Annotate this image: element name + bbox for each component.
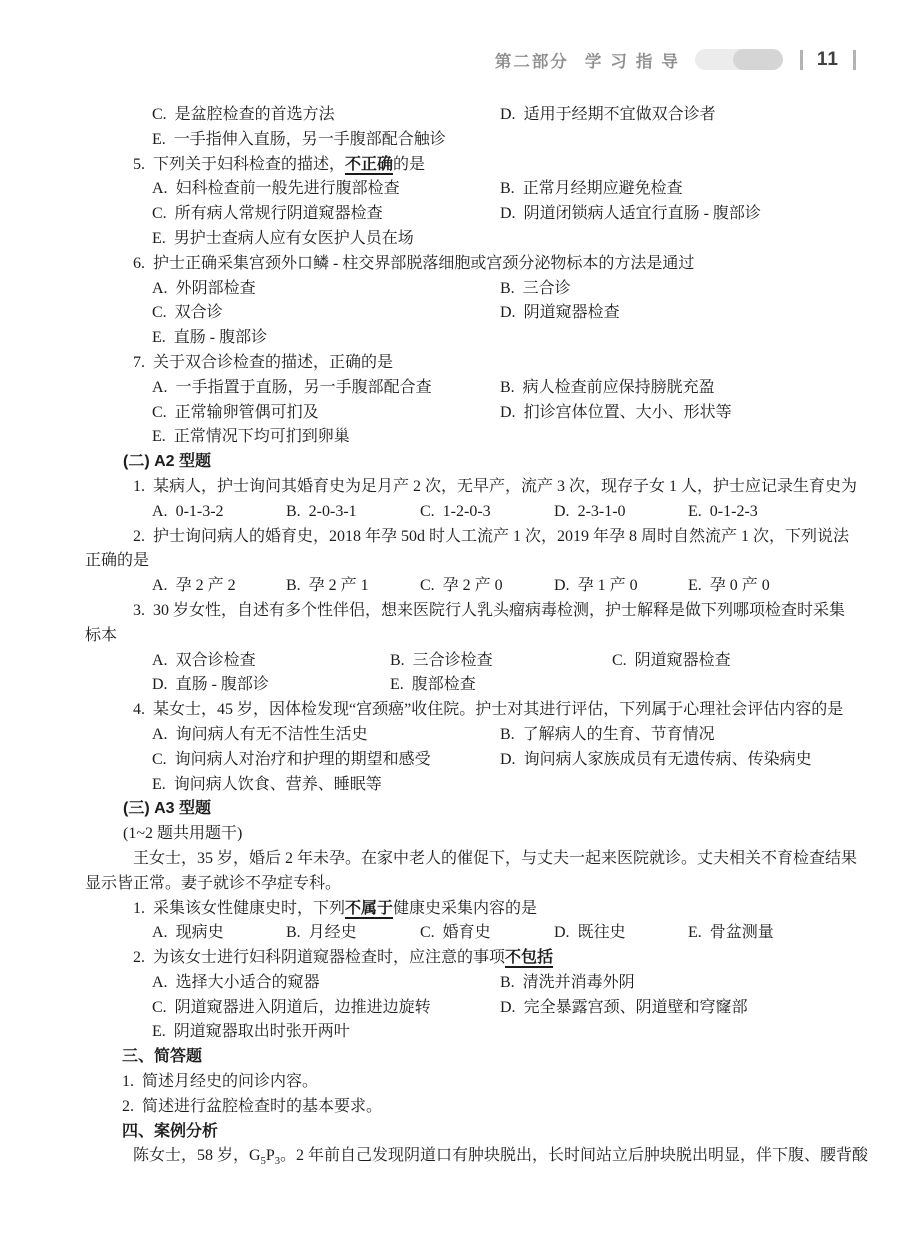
option-text: 询问病人家族成员有无遗传病、传染病史 (523, 750, 812, 768)
option-text: 孕 2 产 0 (442, 577, 503, 595)
a3-q2-option-e (85, 1020, 856, 1045)
a1-q6-options-row-ab (85, 277, 856, 302)
question-number: 1. (133, 899, 145, 917)
option-text: 1-2-0-3 (442, 502, 491, 520)
question-number: 3. (133, 601, 145, 619)
stem-text: 标本 (85, 626, 118, 644)
option-letter: C. (152, 304, 167, 322)
stem-text: 关于双合诊检查的描述，正确的是 (153, 353, 394, 371)
item-number: 2. (122, 1097, 134, 1115)
option-letter: C. (420, 502, 435, 520)
option-text: 所有病人常规行阴道窥器检查 (174, 205, 383, 223)
stem-emphasis: 不包括 (505, 949, 554, 967)
a1-q7-option-d (500, 401, 856, 426)
a1-q4-options-row-cd (85, 103, 856, 128)
case-text: P (265, 1147, 275, 1165)
a1-q6-option-c (152, 301, 500, 326)
a2-q2-stem-line2 (85, 549, 856, 574)
a2-q3-option-b (390, 649, 612, 674)
option-text: 2-0-3-1 (308, 502, 357, 520)
option-letter: E. (152, 775, 166, 793)
a1-q5-option-c (152, 202, 500, 227)
a3-q2-options-row-ab (85, 971, 856, 996)
option-letter: D. (500, 106, 516, 123)
option-letter: B. (286, 924, 301, 942)
section-a3-heading: (三) A3 型题 (123, 800, 212, 818)
option-letter: A. (152, 279, 168, 297)
a2-q2-option-c (420, 574, 554, 599)
option-text: 完全暴露宫颈、阴道壁和穹窿部 (523, 998, 748, 1016)
a1-q4-option-d (500, 103, 856, 128)
a2-q3-stem-line2 (85, 624, 856, 649)
section-short-answer-heading: 三、简答题 (122, 1048, 203, 1066)
option-letter: C. (152, 750, 167, 768)
option-text: 了解病人的生育、节育情况 (522, 725, 715, 743)
option-letter: E. (152, 1023, 166, 1041)
option-letter: C. (152, 106, 167, 123)
option-text: 正常输卵管偶可扪及 (174, 403, 319, 421)
option-letter: E. (688, 924, 702, 942)
option-text: 腹部检查 (411, 676, 476, 694)
a3-q2-option-a (152, 971, 500, 996)
short-answer-item-2 (85, 1095, 856, 1120)
option-text: 既往史 (577, 924, 626, 942)
stem-text: 健康史采集内容的是 (393, 899, 538, 917)
a2-q1-option-e (688, 500, 856, 525)
a1-q5-stem (85, 153, 856, 178)
a1-q7-options-row-cd (85, 401, 856, 426)
option-text: 孕 2 产 2 (175, 577, 236, 595)
a3-q2-option-b (500, 971, 856, 996)
header-chapter-title: 学习指导 (584, 52, 687, 71)
a3-q1-option-b (286, 921, 420, 946)
stem-text: 护士正确采集宫颈外口鳞 - 柱交界部脱落细胞或宫颈分泌物标本的方法是通过 (153, 254, 695, 272)
a2-q4-options-row-ab (85, 723, 856, 748)
a1-q5-option-e (85, 227, 856, 252)
option-text: 阴道闭锁病人适宜行直肠 - 腹部诊 (523, 205, 761, 223)
option-letter: D. (152, 676, 168, 694)
a2-q3-options-row-de (85, 673, 856, 698)
a2-q3-option-d (152, 673, 390, 698)
a2-q4-option-d (500, 748, 856, 773)
case-text: 。2 年前自己发现阴道口有肿块脱出，长时间站立后肿块脱出明显，伴下腹、腰背酸 (279, 1147, 868, 1165)
case-analysis-text (85, 1144, 868, 1169)
option-letter: D. (554, 577, 570, 595)
question-number: 7. (133, 353, 145, 371)
a1-q5-options-row-ab (85, 177, 856, 202)
a3-q1-stem (85, 897, 856, 922)
a3-case-stem-line1: 王女士，35 岁，婚后 2 年未孕。在家中老人的催促下，与丈夫一起来医院就诊。丈夫相关不育检查结果 (133, 849, 858, 867)
a1-q7-option-b (500, 376, 856, 401)
a3-q1-options-row (85, 921, 856, 946)
question-number: 5. (133, 155, 145, 173)
option-text: 2-3-1-0 (577, 502, 626, 520)
item-text: 简述进行盆腔检查时的基本要求。 (142, 1097, 383, 1115)
option-letter: C. (420, 924, 435, 942)
option-text: 阴道窥器检查 (523, 304, 620, 322)
a2-q2-stem-line1 (85, 525, 856, 550)
option-letter: C. (612, 651, 627, 669)
stem-text: 某女士，45 岁，因体检发现“宫颈癌”收住院。护士对其进行评估，下列属于心理社会评估内容的是 (153, 701, 844, 719)
a2-q3-options-row-abc (85, 649, 856, 674)
option-text: 三合诊检查 (412, 651, 493, 669)
option-text: 询问病人对治疗和护理的期望和感受 (174, 750, 431, 768)
stem-text: 30 岁女性，自述有多个性伴侣，想来医院行人乳头瘤病毒检测，护士解释是做下列哪项检查时采集 (153, 601, 846, 619)
option-text: 扪诊宫体位置、大小、形状等 (523, 403, 732, 421)
a1-q4-option-c (152, 103, 500, 128)
option-text: 选择大小适合的窥器 (175, 973, 320, 991)
option-letter: C. (152, 205, 167, 223)
option-text: 三合诊 (522, 279, 571, 297)
question-number: 2. (133, 949, 145, 967)
option-letter: D. (500, 403, 516, 421)
option-letter: B. (500, 973, 515, 991)
option-letter: B. (286, 577, 301, 595)
a3-q2-option-d (500, 996, 856, 1021)
option-text: 现病史 (175, 924, 224, 942)
header-divider-right (853, 50, 856, 70)
option-text: 月经史 (308, 924, 357, 942)
a2-q2-options-row (85, 574, 856, 599)
case-text: 陈女士，58 岁，G (133, 1147, 261, 1165)
a2-q2-option-a (152, 574, 286, 599)
option-text: 妇科检查前一般先进行腹部检查 (175, 180, 400, 198)
option-letter: B. (286, 502, 301, 520)
option-text: 外阴部检查 (175, 279, 256, 297)
a2-q1-stem (85, 475, 856, 500)
stem-text: 下列关于妇科检查的描述， (153, 155, 346, 173)
a1-q5-option-d (500, 202, 856, 227)
a2-q1-option-b (286, 500, 420, 525)
option-text: 孕 1 产 0 (577, 577, 638, 595)
question-number: 6. (133, 254, 145, 272)
option-text: 婚育史 (442, 924, 491, 942)
option-letter: B. (500, 378, 515, 396)
a1-q5-option-b (500, 177, 856, 202)
section-a2-heading: (二) A2 型题 (123, 453, 212, 471)
page-number: 11 (816, 48, 839, 70)
option-text: 双合诊 (174, 304, 223, 322)
option-text: 孕 0 产 0 (709, 577, 770, 595)
option-letter: E. (390, 676, 404, 694)
option-letter: A. (152, 180, 168, 198)
option-letter: E. (688, 577, 702, 595)
option-text: 阴道窥器取出时张开两叶 (173, 1023, 350, 1041)
a1-q4-option-e (85, 128, 856, 153)
item-number: 1. (122, 1073, 134, 1091)
a2-q3-option-a (152, 649, 390, 674)
a1-q7-option-a (152, 376, 500, 401)
a1-q6-stem (85, 252, 856, 277)
a3-q2-stem (85, 946, 856, 971)
question-number: 4. (133, 701, 145, 719)
option-text: 孕 2 产 1 (308, 577, 369, 595)
option-text: 询问病人饮食、营养、睡眠等 (173, 775, 382, 793)
option-letter: D. (500, 750, 516, 768)
option-text: 适用于经期不宜做双合诊者 (523, 106, 716, 123)
a3-shared-stem-note: (1~2 题共用题干) (123, 825, 243, 843)
a2-q2-option-b (286, 574, 420, 599)
a2-q2-option-e (688, 574, 856, 599)
a3-q1-option-c (420, 921, 554, 946)
item-text: 简述月经史的问诊内容。 (142, 1073, 319, 1091)
option-letter: C. (420, 577, 435, 595)
option-text: 阴道窥器进入阴道后，边推进边旋转 (174, 998, 431, 1016)
question-number: 2. (133, 527, 145, 545)
a2-q3-stem-line1 (85, 599, 856, 624)
option-letter: D. (500, 998, 516, 1016)
stem-emphasis: 不属于 (345, 899, 394, 917)
a2-q4-option-a (152, 723, 500, 748)
a3-q2-options-row-cd (85, 996, 856, 1021)
option-text: 直肠 - 腹部诊 (173, 329, 268, 347)
option-text: 阴道窥器检查 (634, 651, 731, 669)
a1-q7-options-row-ab (85, 376, 856, 401)
option-letter: D. (500, 205, 516, 223)
subscript-para: 3 (274, 1156, 280, 1168)
short-answer-item-1 (85, 1070, 856, 1095)
a2-q3-option-c (612, 649, 856, 674)
header-divider-left (800, 50, 803, 70)
page-header (85, 46, 856, 73)
option-text: 0-1-3-2 (175, 502, 224, 520)
stem-text: 的是 (393, 155, 426, 173)
stem-text: 采集该女性健康史时，下列 (153, 899, 346, 917)
option-text: 询问病人有无不洁性生活史 (175, 725, 368, 743)
a2-q1-option-d (554, 500, 688, 525)
option-text: 直肠 - 腹部诊 (175, 676, 269, 694)
option-letter: E. (688, 502, 702, 520)
a3-case-stem-line2: 显示皆正常。妻子就诊不孕症专科。 (85, 874, 342, 892)
page-content (85, 103, 868, 1169)
a2-q1-option-c (420, 500, 554, 525)
stem-text: 护士询问病人的婚育史，2018 年孕 50d 时人工流产 1 次，2019 年孕 8 周时自然流产 1 次，下列说法 (153, 527, 850, 545)
stem-text: 某病人，护士询问其婚育史为足月产 2 次，无早产，流产 3 次，现存子女 1 人，护士应记录生育史为 (153, 477, 858, 495)
option-letter: B. (390, 651, 405, 669)
a1-q6-options-row-cd (85, 301, 856, 326)
option-letter: B. (500, 725, 515, 743)
stem-emphasis: 不正确 (345, 155, 394, 173)
a3-q1-option-d (554, 921, 688, 946)
a2-q4-option-c (152, 748, 500, 773)
a2-q4-options-row-cd (85, 748, 856, 773)
a2-q4-stem (85, 698, 856, 723)
a1-q7-option-c (152, 401, 500, 426)
a3-q1-option-a (152, 921, 286, 946)
option-letter: A. (152, 725, 168, 743)
option-text: 病人检查前应保持膀胱充盈 (522, 378, 715, 396)
a2-q4-option-e (85, 773, 856, 798)
a2-q4-option-b (500, 723, 856, 748)
option-letter: D. (500, 304, 516, 322)
option-letter: E. (152, 130, 166, 148)
option-text: 一手指伸入直肠，另一手腹部配合触诊 (173, 130, 446, 148)
option-letter: A. (152, 651, 168, 669)
option-letter: B. (500, 180, 515, 198)
option-text: 男护士查病人应有女医护人员在场 (173, 229, 414, 247)
a1-q5-options-row-cd (85, 202, 856, 227)
section-case-analysis-heading: 四、案例分析 (122, 1122, 219, 1140)
option-letter: A. (152, 502, 168, 520)
a1-q6-option-e (85, 326, 856, 351)
option-text: 正常情况下均可扪到卵巢 (173, 428, 350, 446)
a1-q6-option-a (152, 277, 500, 302)
a2-q2-option-d (554, 574, 688, 599)
option-text: 清洗并消毒外阴 (522, 973, 635, 991)
option-letter: E. (152, 329, 166, 347)
a3-q2-option-c (152, 996, 500, 1021)
option-text: 双合诊检查 (175, 651, 256, 669)
option-text: 骨盆测量 (709, 924, 774, 942)
header-decoration-pill (695, 49, 783, 70)
option-letter: E. (152, 428, 166, 446)
option-letter: A. (152, 973, 168, 991)
option-letter: A. (152, 577, 168, 595)
option-letter: C. (152, 998, 167, 1016)
option-letter: A. (152, 924, 168, 942)
option-letter: D. (554, 502, 570, 520)
option-letter: E. (152, 229, 166, 247)
stem-text: 正确的是 (85, 552, 150, 570)
a1-q7-option-e (85, 425, 856, 450)
a1-q6-option-d (500, 301, 856, 326)
option-letter: B. (500, 279, 515, 297)
a3-q1-option-e (688, 921, 856, 946)
a2-q1-option-a (152, 500, 286, 525)
a2-q1-options-row (85, 500, 856, 525)
subscript-gravida: 5 (260, 1156, 266, 1168)
option-letter: D. (554, 924, 570, 942)
option-text: 0-1-2-3 (709, 502, 758, 520)
a1-q7-stem (85, 351, 856, 376)
option-text: 一手指置于直肠，另一手腹部配合查 (175, 378, 432, 396)
a2-q3-option-e (390, 673, 612, 698)
option-letter: A. (152, 378, 168, 396)
header-section-label: 第二部分 (494, 52, 569, 71)
question-number: 1. (133, 477, 145, 495)
a1-q6-option-b (500, 277, 856, 302)
a1-q5-option-a (152, 177, 500, 202)
option-text: 正常月经期应避免检查 (522, 180, 683, 198)
option-letter: C. (152, 403, 167, 421)
stem-text: 为该女士进行妇科阴道窥器检查时，应注意的事项 (153, 949, 506, 967)
option-text: 是盆腔检查的首选方法 (174, 106, 335, 123)
